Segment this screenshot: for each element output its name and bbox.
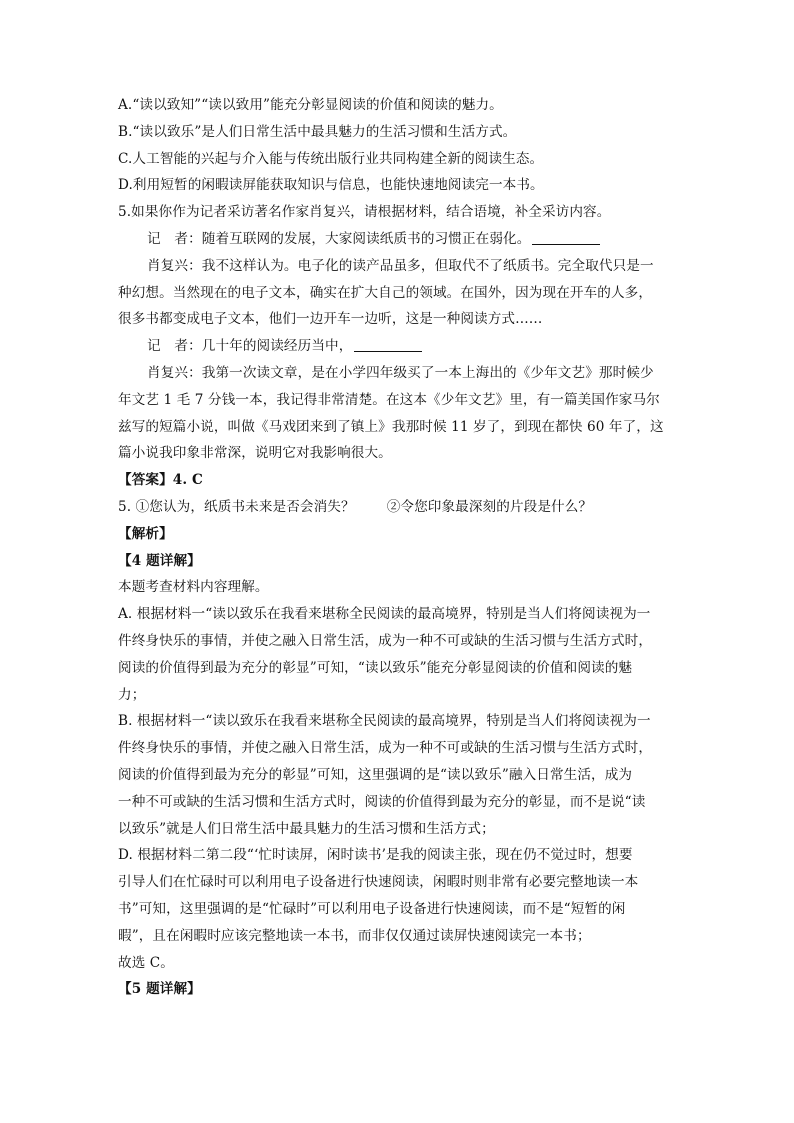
interview-line-text: 兹写的短篇小说，叫做《马戏团来到了镇上》我那时候 11 岁了，到现在都快 60 年了，这 [118,418,664,435]
option-b-text: B.“读以致乐”是人们日常生活中最具魅力的生活习惯和生活方式。 [118,123,517,140]
analysis-line-text: 以致乐”就是人们日常生活中最具魅力的生活习惯和生活方式； [118,820,495,837]
interview-xiao-1-cont [118,280,678,307]
interview-line-text: 年文艺 1 毛 7 分钱一本，我记得非常清楚。在这本《少年文艺》里，有一篇美国作家马尔 [118,391,660,408]
question-5 [118,199,678,226]
q5-detail-heading [118,976,678,1003]
analysis-line-text: B. 根据材料一“读以致乐在我看来堪称全民阅读的最高境界，特别是当人们将阅读视为一 [118,713,651,730]
analysis-line [118,762,678,789]
analysis-line-text: 书”可知，这里强调的是“忙碌时”可以利用电子设备进行快速阅读，而不是“短暂的闲 [118,900,626,917]
q4-detail-heading [118,548,678,575]
analysis-line [118,735,678,762]
analysis-line [118,923,678,950]
interview-line-text: 肖复兴：我不这样认为。电子化的读产品虽多，但取代不了纸质书。完全取代只是一 [147,257,654,274]
analysis-heading [118,521,678,548]
option-a-text: A.“读以致知”“读以致用”能充分彰显阅读的价值和阅读的魅力。 [118,97,503,113]
analysis-line [118,682,678,709]
interview-xiao-2-cont [118,387,678,414]
option-b [118,119,678,146]
analysis-line-text: 引导人们在忙碌时可以利用电子设备进行快速阅读，闲暇时则非常有必要完整地读一本 [118,874,639,891]
analysis-line [118,869,678,896]
option-d [118,172,678,199]
interview-line-text: 记 者：随着互联网的发展，大家阅读纸质书的习惯正在弱化。 [147,230,531,247]
interview-xiao-1-cont [118,306,678,333]
interview-xiao-2 [118,360,678,387]
analysis-line [118,574,678,601]
answer-5 [118,494,678,521]
interview-reporter-1 [118,226,678,253]
interview-xiao-2-cont [118,440,678,467]
analysis-line-text: A. 根据材料一“读以致乐在我看来堪称全民阅读的最高境界，特别是当人们将阅读视为一 [118,606,651,623]
option-c [118,146,678,173]
interview-line-text: 种幻想。当然现在的电子文本，确实在扩大自己的领域。在国外，因为现在开车的人多， [118,284,653,301]
q4-detail-heading-text: 【4 题详解】 [118,552,201,569]
option-d-text: D.利用短暂的闲暇读屏能获取知识与信息，也能快速地阅读完一本书。 [118,177,544,194]
interview-line-text: 肖复兴：我第一次读文章，是在小学四年级买了一本上海出的《少年文艺》那时候少 [147,364,654,381]
analysis-line-text: 件终身快乐的事情，并使之融入日常生活，成为一种不可或缺的生活习惯与生活方式时， [118,740,653,757]
analysis-line [118,842,678,869]
answer-heading-text: 【答案】4. C [118,472,203,489]
answer-blank-1[interactable] [532,230,600,245]
question-5-text: 5.如果你作为记者采访著名作家肖复兴，请根据材料，结合语境，补全采访内容。 [118,204,611,221]
interview-line-text: 记 者：几十年的阅读经历当中， [147,338,353,355]
interview-line-text: 篇小说我印象非常深，说明它对我影响很大。 [118,445,392,462]
interview-xiao-1 [118,253,678,280]
analysis-conclusion-text: 故选 C。 [118,954,175,971]
interview-xiao-2-cont [118,414,678,441]
analysis-line-text: 阅读的价值得到最为充分的彰显”可知，这里强调的是“读以致乐”融入日常生活，成为 [118,766,633,783]
analysis-line [118,816,678,843]
analysis-line [118,655,678,682]
answer-5-part-2: ②令您印象最深刻的片段是什么？ [386,498,593,515]
analysis-line [118,601,678,628]
analysis-heading-text: 【解析】 [118,525,173,542]
interview-reporter-2 [118,333,678,360]
analysis-line-text: 本题考查材料内容理解。 [118,579,269,596]
answer-heading [118,467,678,494]
answer-blank-2[interactable] [354,337,422,352]
option-c-text: C.人工智能的兴起与介入能与传统出版行业共同构建全新的阅读生态。 [118,150,544,167]
analysis-line [118,708,678,735]
analysis-line-text: D. 根据材料二第二段“‘忙时读屏，闲时读书’是我的阅读主张，现在仍不觉过时，想要 [118,847,633,864]
analysis-line [118,896,678,923]
analysis-line [118,628,678,655]
analysis-line-text: 阅读的价值得到最为充分的彰显”可知，“读以致乐”能充分彰显阅读的价值和阅读的魅 [118,659,633,676]
interview-line-text: 很多书都变成电子文本，他们一边开车一边听，这是一种阅读方式…… [118,311,543,328]
analysis-line-text: 一种不可或缺的生活习惯和生活方式时，阅读的价值得到最为充分的彰显，而不是说“读 [118,793,646,810]
analysis-line-text: 暇”，且在闲暇时应该完整地读一本书，而非仅仅通过读屏快速阅读完一本书； [118,927,591,944]
analysis-line [118,789,678,816]
q5-detail-heading-text: 【5 题详解】 [118,981,201,998]
answer-5-part-1: 5. ①您认为，纸质书未来是否会消失？ [118,498,355,515]
option-a [118,92,678,119]
analysis-conclusion [118,950,678,977]
document-page [118,92,678,1003]
analysis-line-text: 件终身快乐的事情，并使之融入日常生活，成为一种不可或缺的生活习惯与生活方式时， [118,632,653,649]
analysis-line-text: 力； [118,686,146,703]
